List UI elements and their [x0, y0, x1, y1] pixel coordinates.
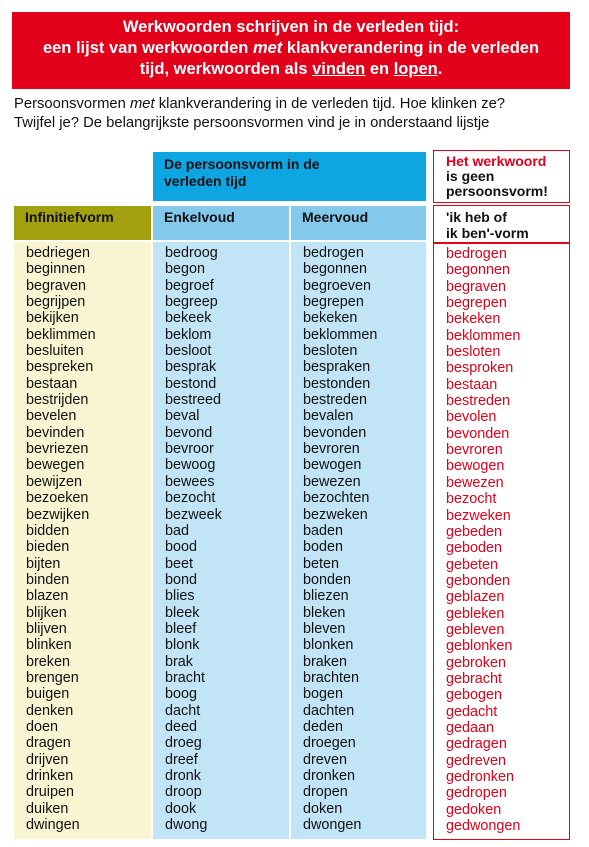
- meervoud-item: bewezen: [303, 473, 361, 490]
- voltooid-item: geblazen: [446, 589, 505, 606]
- infinitief-item: blijven: [26, 620, 67, 637]
- header-geen-persoonsvorm: Het werkwoord is geen persoonsvorm!: [433, 150, 570, 203]
- infinitief-item: bevinden: [26, 424, 85, 441]
- voltooid-item: gebleven: [446, 621, 505, 638]
- voltooid-item: bedrogen: [446, 246, 507, 262]
- infinitief-item: bekijken: [26, 310, 79, 327]
- enkelvoud-item: bleef: [165, 620, 197, 637]
- meervoud-item: doken: [303, 800, 343, 817]
- enkelvoud-item: bood: [165, 539, 198, 556]
- enkelvoud-item: dacht: [165, 702, 201, 719]
- meervoud-item: braken: [303, 653, 348, 670]
- meervoud-item: bestreden: [303, 392, 368, 409]
- infinitief-item: buigen: [26, 686, 70, 703]
- infinitief-item: dwingen: [26, 817, 80, 834]
- infinitief-item: blinken: [26, 637, 72, 654]
- enkelvoud-item: bleek: [165, 604, 200, 621]
- enkelvoud-item: besprak: [165, 359, 217, 376]
- meervoud-item: bevonden: [303, 424, 367, 441]
- enkelvoud-item: blies: [165, 588, 195, 605]
- enkelvoud-item: bracht: [165, 669, 205, 686]
- meervoud-item: dronken: [303, 768, 356, 784]
- enkelvoud-item: bestreed: [165, 392, 222, 409]
- infinitief-item: breken: [26, 653, 71, 670]
- voltooid-item: gebogen: [446, 687, 503, 704]
- voltooid-item: gebracht: [446, 670, 503, 687]
- meervoud-item: beklommen: [303, 326, 378, 343]
- column-infinitief: [14, 242, 151, 839]
- infinitief-item: blazen: [26, 588, 69, 605]
- infinitief-item: beginnen: [26, 261, 86, 278]
- voltooid-item: gebeten: [446, 556, 499, 573]
- infinitief-item: doen: [26, 718, 59, 735]
- title-banner: [12, 12, 570, 89]
- title-line-2: een lijst van werkwoorden met klankverandering in de verleden: [42, 39, 540, 57]
- voltooid-item: beklommen: [446, 327, 521, 344]
- voltooid-item: bevolen: [446, 409, 497, 426]
- meervoud-item: bleken: [303, 604, 346, 621]
- infinitief-item: bestrijden: [26, 392, 89, 409]
- enkelvoud-item: blonk: [165, 637, 200, 654]
- title-line-3: tijd, werkwoorden als vinden en lopen.: [139, 60, 443, 78]
- infinitief-item: begraven: [26, 277, 87, 294]
- meervoud-item: dwongen: [303, 817, 362, 834]
- voltooid-item: begrepen: [446, 295, 507, 312]
- voltooid-item: bestaan: [446, 376, 498, 393]
- header-heb-ben-vorm: 'ik heb of ik ben'-vorm: [433, 205, 570, 243]
- voltooid-item: bekeken: [446, 311, 501, 328]
- infinitief-item: beklimmen: [26, 326, 96, 343]
- enkelvoud-item: beet: [165, 555, 194, 572]
- column-meervoud: [291, 242, 426, 839]
- infinitief-item: bieden: [26, 539, 70, 556]
- voltooid-item: besproken: [446, 360, 514, 377]
- enkelvoud-item: bevond: [165, 424, 213, 441]
- voltooid-item: gebeden: [446, 523, 503, 540]
- enkelvoud-item: bad: [165, 522, 190, 539]
- enkelvoud-item: bewoog: [165, 457, 216, 474]
- meervoud-item: begonnen: [303, 261, 368, 278]
- infinitief-item: bezwijken: [26, 506, 90, 523]
- infinitief-item: denken: [26, 702, 74, 719]
- infinitief-item: bewegen: [26, 457, 85, 474]
- enkelvoud-item: begon: [165, 261, 206, 278]
- meervoud-item: bonden: [303, 571, 352, 588]
- voltooid-item: gebonden: [446, 572, 511, 589]
- voltooid-item: besloten: [446, 344, 501, 361]
- infinitief-item: blijken: [26, 604, 67, 621]
- meervoud-item: boden: [303, 539, 344, 556]
- meervoud-item: bliezen: [303, 588, 349, 605]
- voltooid-item: begonnen: [446, 262, 511, 279]
- enkelvoud-item: bezocht: [165, 490, 216, 507]
- meervoud-item: besloten: [303, 343, 358, 360]
- infinitief-item: begrijpen: [26, 294, 86, 311]
- voltooid-item: gebroken: [446, 654, 507, 671]
- infinitief-item: dragen: [26, 735, 71, 752]
- meervoud-item: begrepen: [303, 294, 364, 311]
- meervoud-item: baden: [303, 522, 344, 539]
- enkelvoud-item: begreep: [165, 294, 218, 311]
- infinitief-item: drinken: [26, 768, 74, 784]
- voltooid-item: gedronken: [446, 769, 515, 785]
- voltooid-item: bevroren: [446, 442, 503, 459]
- infinitief-item: bijten: [26, 555, 61, 572]
- infinitief-item: drijven: [26, 751, 69, 768]
- infinitief-item: bidden: [26, 522, 70, 539]
- enkelvoud-item: bevroor: [165, 441, 214, 458]
- header-persoonsvorm: De persoonsvorm in de verleden tijd: [153, 152, 426, 201]
- meervoud-item: brachten: [303, 669, 360, 686]
- infinitief-item: bezoeken: [26, 490, 89, 507]
- enkelvoud-item: brak: [165, 653, 193, 670]
- meervoud-item: bevalen: [303, 408, 354, 425]
- infinitief-item: bevelen: [26, 408, 77, 425]
- meervoud-item: bezweken: [303, 506, 368, 523]
- column-enkelvoud: [153, 242, 289, 839]
- meervoud-item: bestonden: [303, 375, 371, 392]
- header-meervoud: Meervoud: [291, 206, 426, 240]
- link-lopen[interactable]: lopen: [393, 60, 438, 78]
- enkelvoud-item: bewees: [165, 473, 215, 490]
- infinitief-item: bedriegen: [26, 245, 91, 261]
- voltooid-item: begraven: [446, 278, 507, 295]
- column-voltooid-deelwoord: [433, 243, 570, 840]
- voltooid-item: gedaan: [446, 719, 495, 736]
- voltooid-item: geblonken: [446, 638, 513, 655]
- voltooid-item: bezocht: [446, 491, 497, 508]
- voltooid-item: bestreden: [446, 393, 511, 410]
- enkelvoud-item: begroef: [165, 277, 214, 294]
- voltooid-item: bevonden: [446, 425, 510, 442]
- enkelvoud-item: bekeek: [165, 310, 212, 327]
- enkelvoud-item: droeg: [165, 735, 202, 752]
- infinitief-item: bespreken: [26, 359, 94, 376]
- infinitief-item: bestaan: [26, 375, 78, 392]
- voltooid-item: gedoken: [446, 801, 502, 818]
- intro-text: Persoonsvormen met klankverandering in de verleden tijd. Hoe klinken ze? Twijfel je? De belangrijkste persoonsvormen vind je in onderstaand lijstje: [14, 96, 506, 131]
- enkelvoud-item: dwong: [165, 817, 208, 834]
- link-vinden[interactable]: vinden: [312, 60, 366, 78]
- voltooid-item: gedropen: [446, 785, 507, 802]
- meervoud-item: bleven: [303, 620, 346, 637]
- enkelvoud-item: beklom: [165, 326, 212, 343]
- enkelvoud-item: boog: [165, 686, 198, 703]
- infinitief-item: besluiten: [26, 343, 84, 360]
- meervoud-item: bogen: [303, 686, 344, 703]
- meervoud-item: deden: [303, 718, 344, 735]
- enkelvoud-item: bezweek: [165, 506, 222, 523]
- enkelvoud-item: bedroog: [165, 245, 218, 261]
- meervoud-item: dachten: [303, 702, 355, 719]
- voltooid-item: geboden: [446, 540, 503, 557]
- enkelvoud-item: dreef: [165, 751, 198, 768]
- voltooid-item: gebleken: [446, 605, 505, 622]
- meervoud-item: bekeken: [303, 310, 358, 327]
- meervoud-item: bevroren: [303, 441, 360, 458]
- enkelvoud-item: besloot: [165, 343, 212, 360]
- enkelvoud-item: deed: [165, 718, 198, 735]
- infinitief-item: druipen: [26, 784, 75, 801]
- meervoud-item: dropen: [303, 784, 348, 801]
- voltooid-item: gedragen: [446, 736, 507, 753]
- meervoud-item: bewogen: [303, 457, 362, 474]
- voltooid-item: bewogen: [446, 458, 505, 475]
- meervoud-item: bespraken: [303, 359, 371, 376]
- voltooid-item: bewezen: [446, 474, 504, 491]
- voltooid-item: gedreven: [446, 752, 507, 769]
- meervoud-item: beten: [303, 555, 340, 572]
- meervoud-item: droegen: [303, 735, 356, 752]
- enkelvoud-item: dronk: [165, 768, 201, 784]
- infinitief-item: binden: [26, 571, 70, 588]
- infinitief-item: bewijzen: [26, 473, 82, 490]
- voltooid-item: bezweken: [446, 507, 511, 524]
- meervoud-item: begroeven: [303, 277, 372, 294]
- voltooid-item: gedwongen: [446, 818, 521, 835]
- infinitief-item: bevriezen: [26, 441, 89, 458]
- enkelvoud-item: beval: [165, 408, 200, 425]
- meervoud-item: bezochten: [303, 490, 370, 507]
- title-line-1: Werkwoorden schrijven in de verleden tijd:: [122, 18, 460, 36]
- meervoud-item: blonken: [303, 637, 354, 654]
- infinitief-item: brengen: [26, 669, 79, 686]
- enkelvoud-item: bestond: [165, 375, 217, 392]
- voltooid-item: gedacht: [446, 703, 498, 720]
- header-enkelvoud: Enkelvoud: [153, 206, 289, 240]
- meervoud-item: dreven: [303, 751, 348, 768]
- header-infinitiefvorm: Infinitiefvorm: [14, 206, 151, 240]
- enkelvoud-item: droop: [165, 784, 202, 801]
- meervoud-item: bedrogen: [303, 245, 364, 261]
- enkelvoud-item: bond: [165, 571, 198, 588]
- enkelvoud-item: dook: [165, 800, 197, 817]
- infinitief-item: duiken: [26, 800, 69, 817]
